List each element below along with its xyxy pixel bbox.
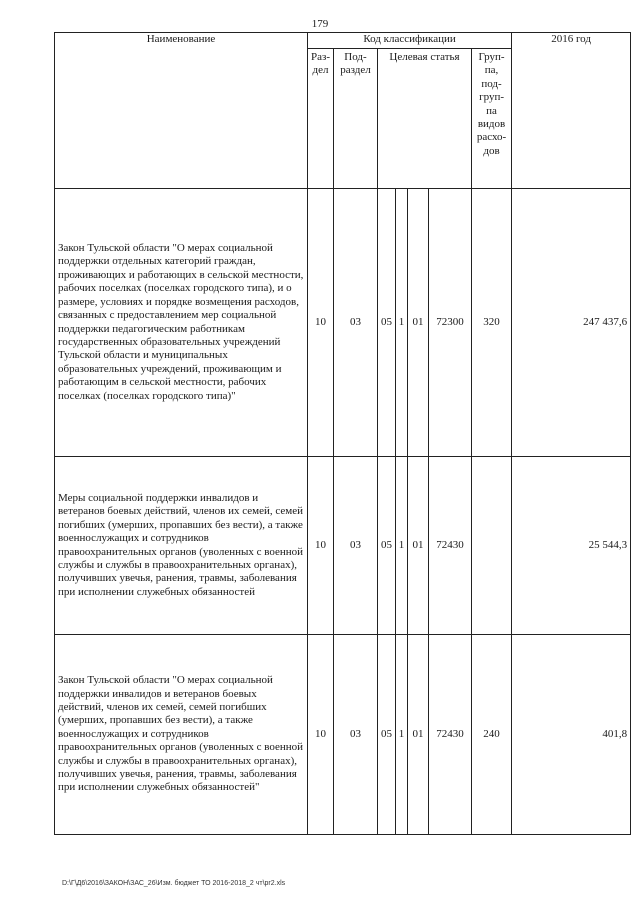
row-amount: 25 544,3: [512, 457, 631, 635]
row-target-part-2: 1: [396, 635, 408, 835]
target-article-header: Целевая статья: [378, 49, 472, 189]
row-target-part-2: 1: [396, 189, 408, 457]
page-number: 179: [311, 18, 329, 30]
row-target-part-4: 72430: [429, 635, 472, 835]
year-header: 2016 год: [512, 33, 631, 189]
row-subsection: 03: [334, 635, 378, 835]
header-row-top: [55, 33, 631, 49]
row-amount: 401,8: [512, 635, 631, 835]
row-name: Меры социальной поддержки инвалидов и ветеранов боевых действий, членов их семей, семей погибших (умерших, пропавших без вести), а также военнослужащих и сотрудников правоохранительных органов (уволенных с военной службы и службы в правоохранительных органах), получивших увечья, ранения, травмы, заболевания при исполнении служебных обязанностей: [55, 457, 308, 635]
row-target-part-3: 01: [408, 457, 429, 635]
row-target-part-4: 72430: [429, 457, 472, 635]
row-section: 10: [308, 635, 334, 835]
row-target-part-1: 05: [378, 635, 396, 835]
name-header: Наименование: [55, 33, 308, 189]
row-expense-group: 320: [472, 189, 512, 457]
row-target-part-3: 01: [408, 189, 429, 457]
row-target-part-4: 72300: [429, 189, 472, 457]
table-row: [55, 635, 631, 835]
budget-table: [54, 32, 631, 835]
expense-group-header: Груп-па, под-груп-па видов расхо-дов: [472, 49, 512, 189]
row-section: 10: [308, 189, 334, 457]
row-target-part-1: 05: [378, 457, 396, 635]
row-target-part-2: 1: [396, 457, 408, 635]
section-header: Раз-дел: [308, 49, 334, 189]
classification-header: Код классификации: [308, 33, 512, 49]
row-target-part-3: 01: [408, 635, 429, 835]
file-path-footer: D:\Г\Д6\2016\ЗАКОН\ЗАС_26\Изм. бюджет ТО 2016-2018_2 чт\pr2.xls: [62, 880, 286, 887]
row-subsection: 03: [334, 457, 378, 635]
table-row: [55, 457, 631, 635]
subsection-header: Под-раздел: [334, 49, 378, 189]
row-amount: 247 437,6: [512, 189, 631, 457]
row-section: 10: [308, 457, 334, 635]
row-expense-group: 240: [472, 635, 512, 835]
row-name: Закон Тульской области "О мерах социальной поддержки отдельных категорий граждан, проживающих и работающих в сельской местности, рабочих поселках (поселках городского типа), и о размере, условиях и порядке возмещения расходов, связанных с предоставлением мер социальной поддержки педагогическим работникам государственных образовательных учреждений Тульской области и муниципальных образовательных учреждений, проживающим и работающим в сельской местности, рабочих поселках (поселках городского типа)": [55, 189, 308, 457]
row-target-part-1: 05: [378, 189, 396, 457]
row-name: Закон Тульской области "О мерах социальной поддержки инвалидов и ветеранов боевых действий, членов их семей, семей погибших (умерших, пропавших без вести), а также военнослужащих и сотрудников правоохранительных органов (уволенных с военной службы и службы в правоохранительных органах), получивших увечья, ранения, травмы, заболевания при исполнении служебных обязанностей": [55, 635, 308, 835]
row-subsection: 03: [334, 189, 378, 457]
row-expense-group: [472, 457, 512, 635]
table-row: [55, 189, 631, 457]
